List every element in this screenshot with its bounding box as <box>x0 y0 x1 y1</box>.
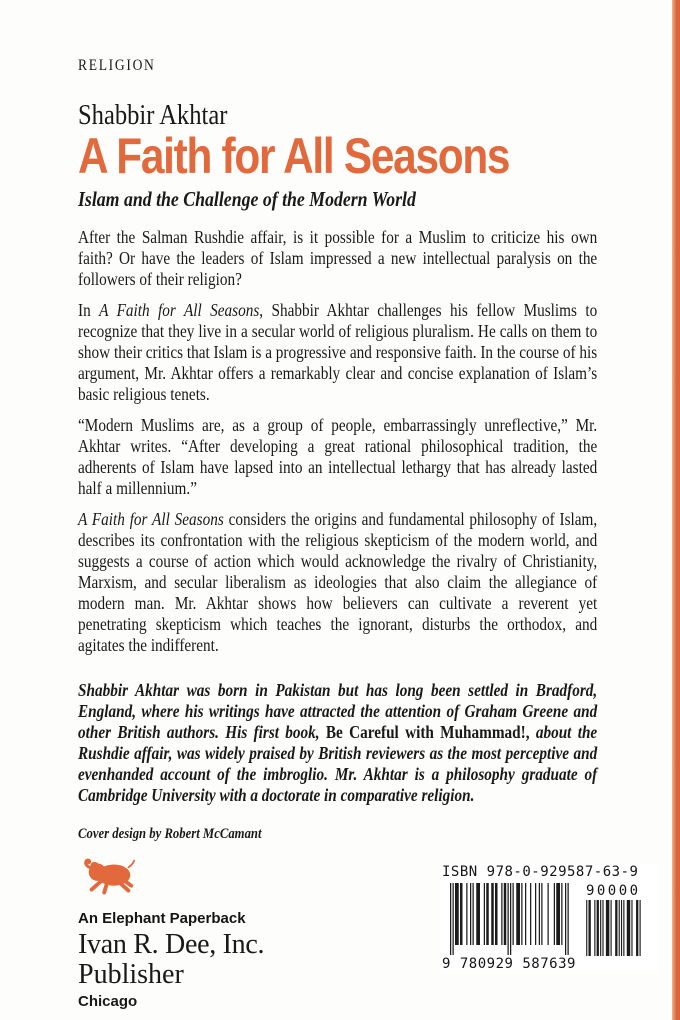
price-code: 90000 <box>585 883 641 899</box>
elephant-logo-icon <box>80 858 140 898</box>
cover-text-column <box>78 0 597 843</box>
ean5-supplement-barcode <box>585 900 641 956</box>
back-cover-copy <box>78 227 597 806</box>
spine-accent-strip <box>672 0 680 1020</box>
paragraph-summary-2: A Faith for All Seasons considers the origins and fundamental philosophy of Islam, describes its confrontation with the religious skepticism of the modern world, and suggests a course of action which would acknowledge the rivalry of Christianity, Marxism, and secular liberalism as ideologies that also claim the allegiance of modern man. Mr. Akhtar shows how believers can cultivate a reverent yet penetrating skepticism which teaches the ignorant, disturbs the orthodox, and agitates the indifferent. <box>78 509 598 656</box>
imprint-label: An Elephant Paperback <box>78 910 246 927</box>
author-bio: Shabbir Akhtar was born in Pakistan but has long been settled in Bradford, England, where his writings have attracted the attention of Graham Greene and other British authors. His first book, Be Careful with Muhammad!, about the Rushdie affair, was widely praised by British reviewers as the most perceptive and evenhanded account of the imbroglio. Mr. Akhtar is a philosophy graduate of Cambridge University with a doctorate in comparative religion. <box>78 680 598 806</box>
cover-design-credit: Cover design by Robert McCamant <box>78 826 262 843</box>
author-name: Shabbir Akhtar <box>78 99 228 131</box>
category-label: RELIGION <box>78 57 156 74</box>
ean-digits: 9 780929 587639 <box>442 956 576 972</box>
book-subtitle: Islam and the Challenge of the Modern World <box>78 187 416 212</box>
publisher-city: Chicago <box>78 993 138 1010</box>
isbn-number: ISBN 978-0-929587-63-9 <box>442 864 639 880</box>
paragraph-summary-1: In A Faith for All Seasons, Shabbir Akhtar challenges his fellow Muslims to recognize that they live in a secular world of religious pluralism. He calls on them to show their critics that Islam is a progressive and responsive faith. In the course of his argument, Mr. Akhtar offers a remarkably clear and concise explanation of Islam’s basic religious tenets. <box>78 300 598 405</box>
paragraph-quote: “Modern Muslims are, as a group of people, embarrassingly unreflective,” Mr. Akhtar writes. “After developing a great rational philosophical tradition, the adherents of Islam have lapsed into an intellectual lethargy that has already lasted half a millennium.” <box>78 415 598 499</box>
publisher-role: Publisher <box>78 959 184 990</box>
ean13-barcode <box>450 883 569 955</box>
publisher-name: Ivan R. Dee, Inc. <box>78 929 265 960</box>
book-title: A Faith for All Seasons <box>78 128 510 185</box>
isbn-barcode-block <box>440 864 658 972</box>
paragraph-hook: After the Salman Rushdie affair, is it possible for a Muslim to criticize his own faith? Or have the leaders of Islam impressed a new intellectual paralysis on the followers of their religion? <box>78 227 598 290</box>
publisher-block <box>78 858 408 1010</box>
